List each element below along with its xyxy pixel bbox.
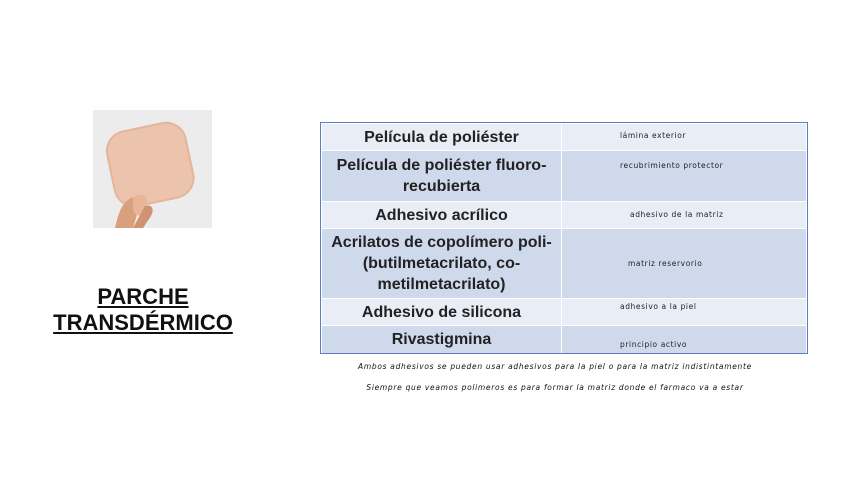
components-table bbox=[321, 123, 807, 354]
note-adhesives: Ambos adhesivos se pueden usar adhesivos para la piel o para la matriz indistintamente bbox=[358, 362, 752, 371]
component-cell: Película de poliéster bbox=[322, 124, 562, 151]
role-cell: lámina exterior bbox=[562, 124, 807, 151]
table-row bbox=[322, 124, 807, 151]
component-cell: Película de poliéster fluoro-recubierta bbox=[322, 151, 562, 202]
component-cell: Acrilatos de copolímero poli-(butilmetacrilato, co-metilmetacrilato) bbox=[322, 229, 562, 299]
role-cell: matriz reservorio bbox=[562, 229, 807, 299]
role-cell: principio activo bbox=[562, 326, 807, 354]
component-cell: Adhesivo acrílico bbox=[322, 202, 562, 229]
table-row bbox=[322, 299, 807, 326]
component-cell: Adhesivo de silicona bbox=[322, 299, 562, 326]
role-cell: adhesivo de la matriz bbox=[562, 202, 807, 229]
title-line-1: PARCHE bbox=[97, 284, 189, 309]
title-line-2: TRANSDÉRMICO bbox=[53, 310, 233, 335]
table-row bbox=[322, 229, 807, 299]
slide-title bbox=[38, 284, 248, 336]
table-row bbox=[322, 151, 807, 202]
role-cell: recubrimiento protector bbox=[562, 151, 807, 202]
component-cell: Rivastigmina bbox=[322, 326, 562, 354]
role-cell: adhesivo a la piel bbox=[562, 299, 807, 326]
table-row bbox=[322, 326, 807, 354]
transdermal-patch-photo bbox=[93, 110, 212, 228]
note-polymers: Siempre que veamos polimeros es para formar la matriz donde el farmaco va a estar bbox=[366, 383, 744, 392]
table-row bbox=[322, 202, 807, 229]
